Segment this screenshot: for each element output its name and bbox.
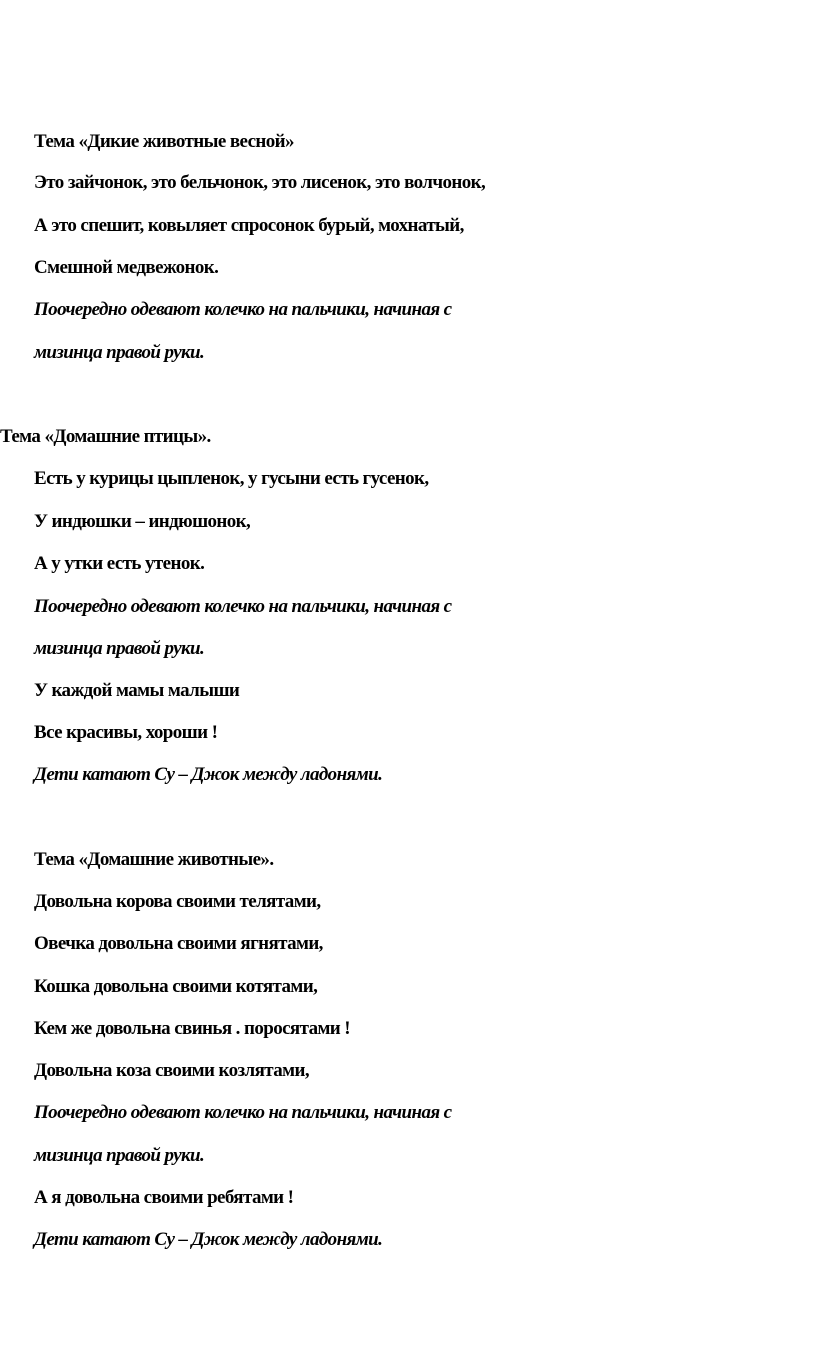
section3-line-4: Кем же довольна свинья . поросятами ! [34,1018,351,1039]
section3-line-3: Кошка довольна своими котятами, [34,976,318,997]
section3-line-6: А я довольна своими ребятами ! [34,1187,294,1208]
section1-instruction-2: мизинца правой руки. [34,342,205,363]
section3-instruction-2: мизинца правой руки. [34,1145,205,1166]
section1-line-1: Это зайчонок, это бельчонок, это лисенок, это волчонок, [34,172,486,193]
section1-line-3: Смешной медвежонок. [34,257,219,278]
section3-line-2: Овечка довольна своими ягнятами, [34,933,323,954]
section3-instruction-1: Поочередно одевают колечко на пальчики, начиная с [34,1102,452,1123]
section2-title: Тема «Домашние птицы». [0,426,211,447]
section3-closing: Дети катают Су – Джок между ладонями. [34,1229,383,1250]
section1-line-2: А это спешит, ковыляет спросонок бурый, мохнатый, [34,215,464,236]
section2-closing: Дети катают Су – Джок между ладонями. [34,764,383,785]
section2-instruction-1: Поочередно одевают колечко на пальчики, начиная с [34,596,452,617]
section2-line-5: Все красивы, хороши ! [34,722,218,743]
section2-line-1: Есть у курицы цыпленок, у гусыни есть гусенок, [34,468,429,489]
section1-title: Тема «Дикие животные весной» [34,131,294,152]
section2-line-3: А у утки есть утенок. [34,553,205,574]
section2-instruction-2: мизинца правой руки. [34,638,205,659]
section3-title: Тема «Домашние животные». [34,849,274,870]
section2-line-4: У каждой мамы малыши [34,680,240,701]
section1-instruction-1: Поочередно одевают колечко на пальчики, начиная с [34,299,452,320]
section3-line-5: Довольна коза своими козлятами, [34,1060,309,1081]
section3-line-1: Довольна корова своими телятами, [34,891,321,912]
section2-line-2: У индюшки – индюшонок, [34,511,251,532]
